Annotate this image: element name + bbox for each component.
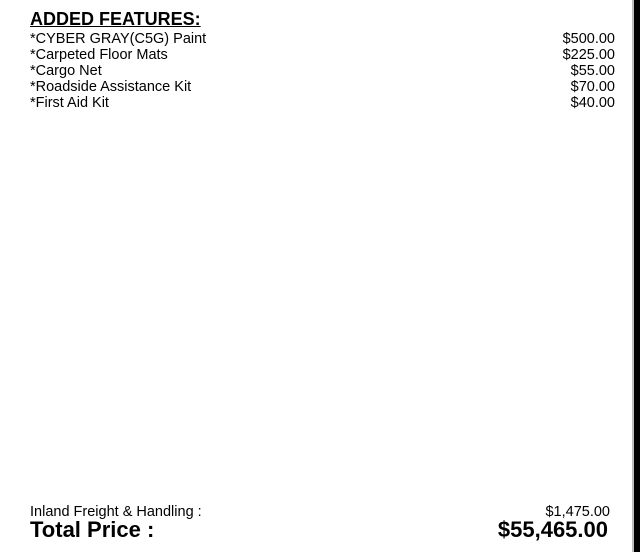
freight-label: Inland Freight & Handling : [30,504,202,520]
freight-amount: $1,475.00 [545,504,610,520]
feature-name: *Roadside Assistance Kit [30,79,192,95]
feature-price: $225.00 [562,47,615,63]
feature-row [30,95,615,111]
feature-name: *Carpeted Floor Mats [30,47,168,63]
feature-name: *First Aid Kit [30,95,109,111]
features-list [30,31,615,111]
total-row [30,517,608,543]
feature-row [30,47,615,63]
page-edge-border [634,0,640,552]
feature-price: $40.00 [570,95,615,111]
feature-price: $55.00 [570,63,615,79]
added-features-heading: ADDED FEATURES: [30,9,201,29]
total-label: Total Price : [30,517,155,542]
total-amount: $55,465.00 [497,517,608,542]
feature-name: *CYBER GRAY(C5G) Paint [30,31,207,47]
feature-row [30,31,615,47]
feature-row [30,63,615,79]
feature-row [30,79,615,95]
feature-price: $70.00 [570,79,615,95]
feature-name: *Cargo Net [30,63,102,79]
feature-price: $500.00 [562,31,615,47]
